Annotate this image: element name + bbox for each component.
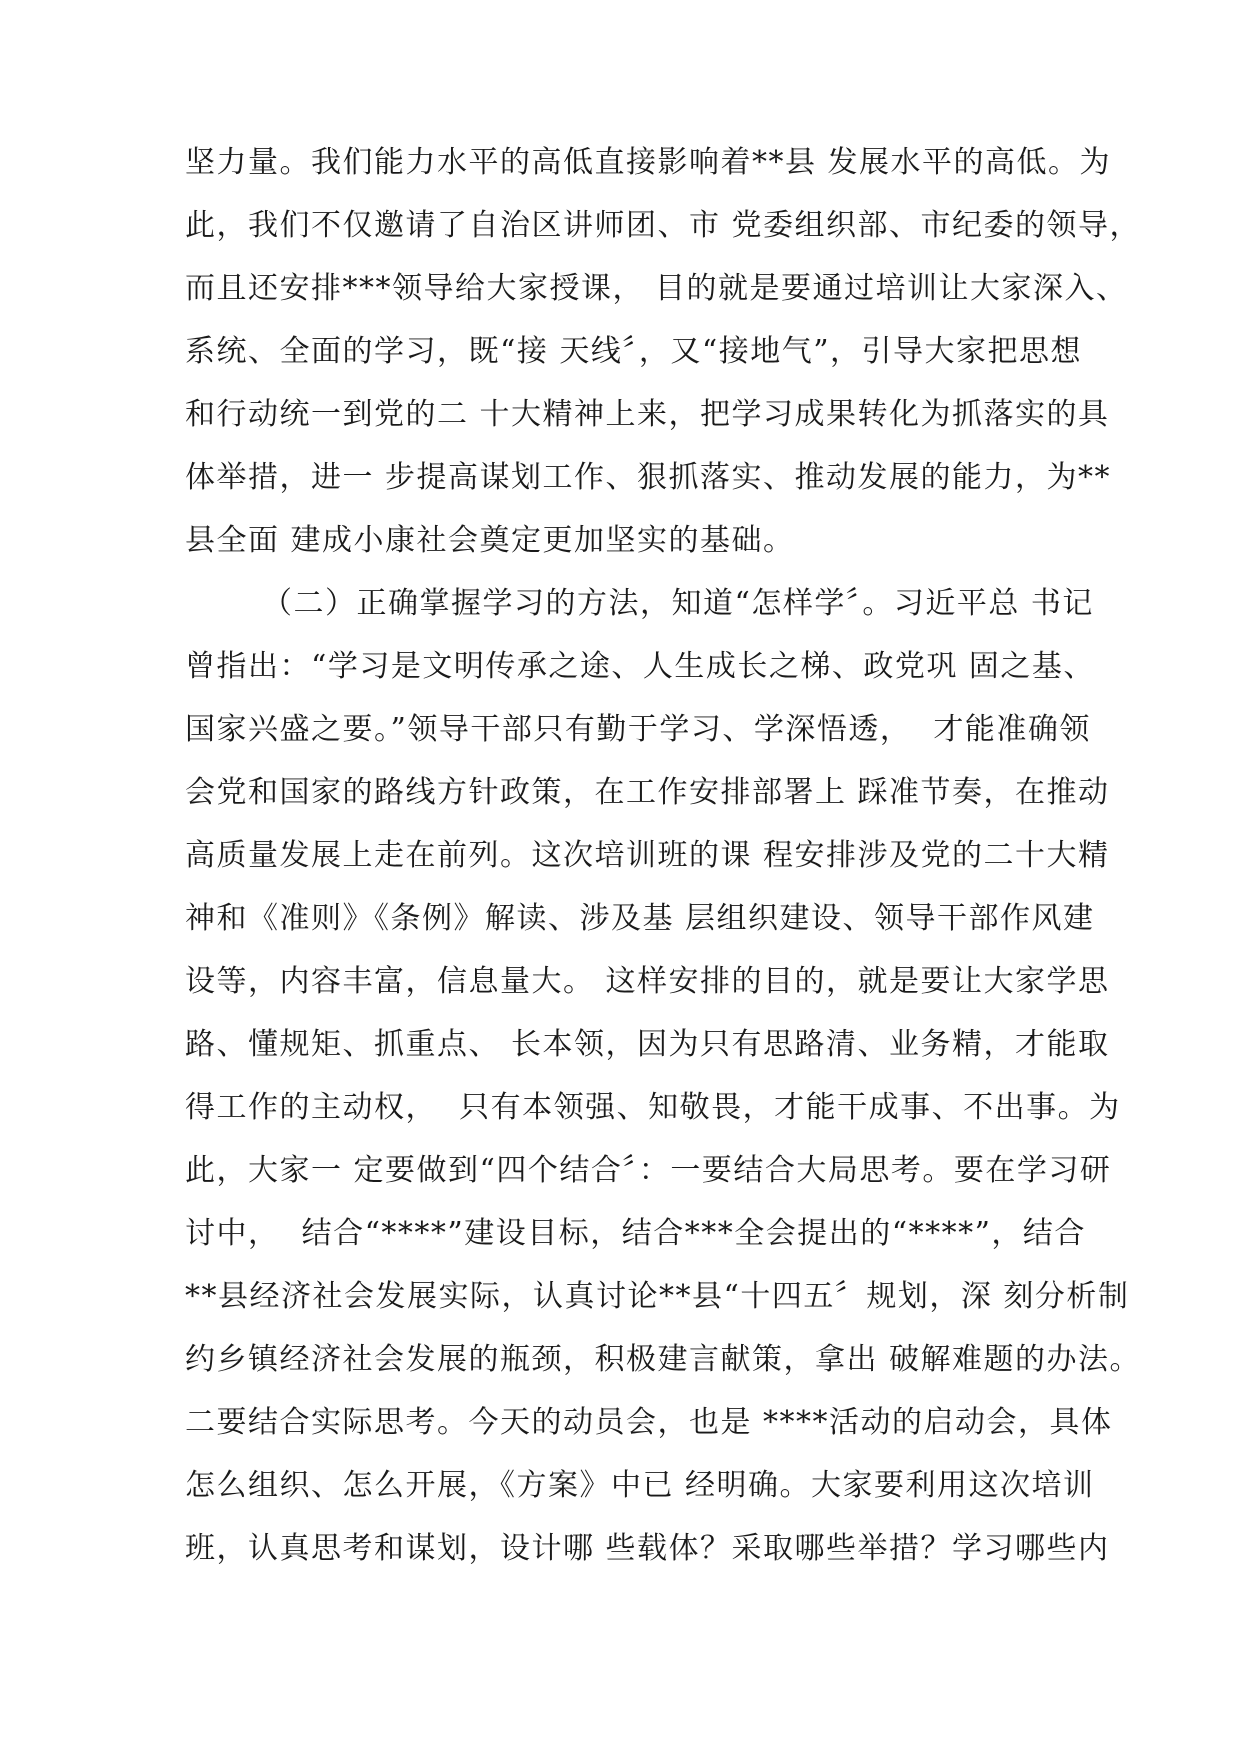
text-line: 县全面 建成小康社会奠定更加坚实的基础。 [185,523,795,558]
text-line: 系统、全面的学习，既“接 天线〞，又“接地气”，引导大家把思想 [185,334,1083,369]
text-line: **县经济社会发展实际，认真讨论**县“十四五〞规划，深 刻分析制 [185,1279,1130,1314]
text-line: 而且还安排***领导给大家授课， 目的就是要通过培训让大家深入、 [185,271,1128,306]
text-line: 高质量发展上走在前列。这次培训班的课 程安排涉及党的二十大精 [185,838,1110,873]
text-line: 会党和国家的路线方针政策，在工作安排部署上 踩准节奏，在推动 [185,775,1110,810]
text-line: 此，大家一 定要做到“四个结合〞：一要结合大局思考。要在学习研 [185,1153,1112,1188]
text-line: 设等，内容丰富，信息量大。 这样安排的目的，就是要让大家学思 [185,964,1110,999]
section-heading-line: （二）正确掌握学习的方法，知道“怎样学〞。习近平总 书记 [262,586,1094,621]
text-line: 路、懂规矩、抓重点、 长本领，因为只有思路清、业务精，才能取 [185,1027,1110,1062]
text-line: 讨中， 结合“****”建设目标，结合***全会提出的“****”，结合 [185,1216,1086,1251]
text-line: 班，认真思考和谋划，设计哪 些载体？采取哪些举措？学习哪些内 [185,1531,1110,1566]
text-line: 此，我们不仅邀请了自治区讲师团、市 党委组织部、市纪委的领导， [185,208,1142,243]
text-line: 怎么组织、怎么开展，《方案》中已 经明确。大家要利用这次培训 [185,1468,1095,1503]
text-line: 坚力量。我们能力水平的高低直接影响着**县 发展水平的高低。为 [185,145,1112,180]
text-line: 曾指出：“学习是文明传承之途、人生成长之梯、政党巩 固之基、 [185,649,1095,684]
text-line: 神和《准则》《条例》解读、涉及基 层组织建设、领导干部作风建 [185,901,1095,936]
text-line: 二要结合实际思考。今天的动员会，也是 ****活动的启动会，具体 [185,1405,1113,1440]
text-line: 体举措，进一 步提高谋划工作、狠抓落实、推动发展的能力，为** [185,460,1112,495]
text-line: 得工作的主动权， 只有本领强、知敬畏，才能干成事、不出事。为 [185,1090,1121,1125]
text-line: 和行动统一到党的二 十大精神上来，把学习成果转化为抓落实的具 [185,397,1110,432]
text-line: 国家兴盛之要。”领导干部只有勤于学习、学深悟透， 才能准确领 [185,712,1091,747]
text-line: 约乡镇经济社会发展的瓶颈，积极建言献策，拿出 破解难题的办法。 [185,1342,1142,1377]
